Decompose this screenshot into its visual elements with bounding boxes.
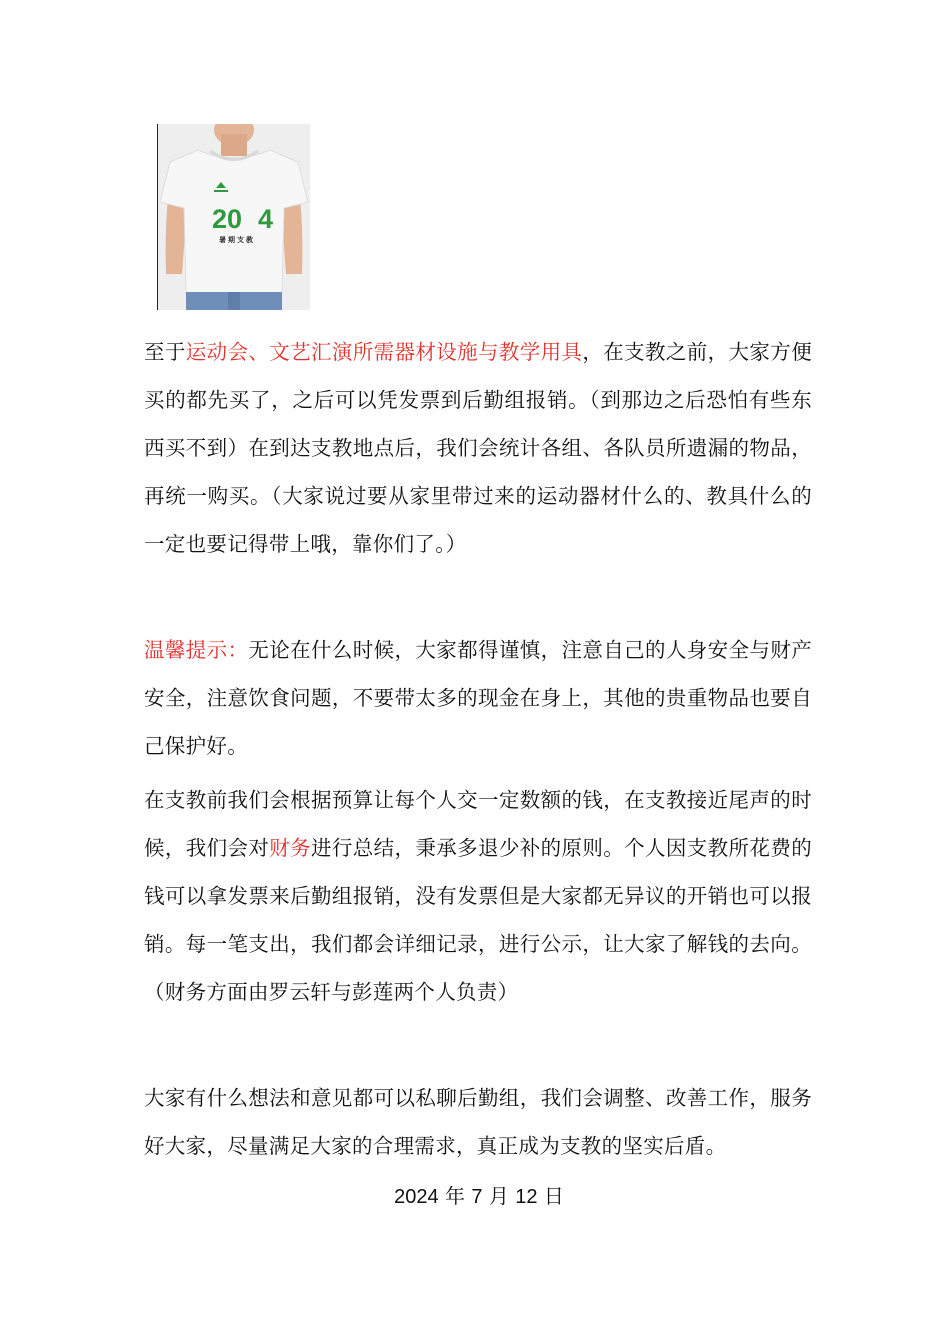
p3-prefix: 在支教前我们会根据预算让每个人交一定数额的钱，在支教接近尾声的时候，我们会对 — [144, 788, 812, 860]
p4-body: 大家有什么想法和意见都可以私聊后勤组，我们会调整、改善工作，服务好大家，尽量满足大家的合理需求，真正成为支教的坚实后盾。 — [144, 1086, 812, 1158]
shirt-year-right: 4 — [258, 204, 274, 234]
p1-highlight-supplies: 运动会、文艺汇演所需器材设施与教学用具 — [185, 340, 583, 364]
document-date — [0, 1178, 950, 1215]
paragraph-supplies — [144, 328, 812, 568]
date-month: 7 — [471, 1186, 483, 1208]
tshirt-photo — [158, 124, 310, 310]
shirt-caption: 暑期支教 — [219, 236, 255, 244]
date-year: 2024 — [394, 1186, 439, 1208]
p2-highlight-tip: 温馨提示： — [144, 638, 249, 662]
paragraph-finance — [144, 776, 812, 1016]
paragraph-safety-tip — [144, 626, 812, 770]
date-day: 12 — [515, 1186, 538, 1208]
p3-body: 进行总结，秉承多退少补的原则。个人因支教所花费的钱可以拿发票来后勤组报销，没有发票但是大家都无异议的开销也可以报销。每一笔支出，我们都会详细记录，进行公示，让大家了解钱的去向。（财务方面由罗云轩与彭莲两个人负责） — [144, 836, 812, 1004]
paragraph-feedback — [144, 1074, 812, 1170]
p1-prefix: 至于 — [144, 340, 186, 364]
date-month-unit: 月 — [488, 1184, 509, 1208]
date-day-unit: 日 — [543, 1184, 564, 1208]
p1-body: ，在支教之前，大家方便买的都先买了，之后可以凭发票到后勤组报销。（到那边之后恐怕有些东西买不到）在到达支教地点后，我们会统计各组、各队员所遗漏的物品，再统一购买。（大家说过要从家里带过来的运动器材什么的、教具什么的一定也要记得带上哦，靠你们了。） — [144, 340, 812, 556]
date-year-unit: 年 — [445, 1184, 466, 1208]
p3-highlight-finance: 财务 — [269, 836, 312, 860]
shirt-year-left: 20 — [212, 204, 243, 234]
neck-shape — [221, 134, 247, 156]
p2-body: 无论在什么时候，大家都得谨慎，注意自己的人身安全与财产安全，注意饮食问题，不要带太多的现金在身上，其他的贵重物品也要自己保护好。 — [144, 638, 812, 758]
